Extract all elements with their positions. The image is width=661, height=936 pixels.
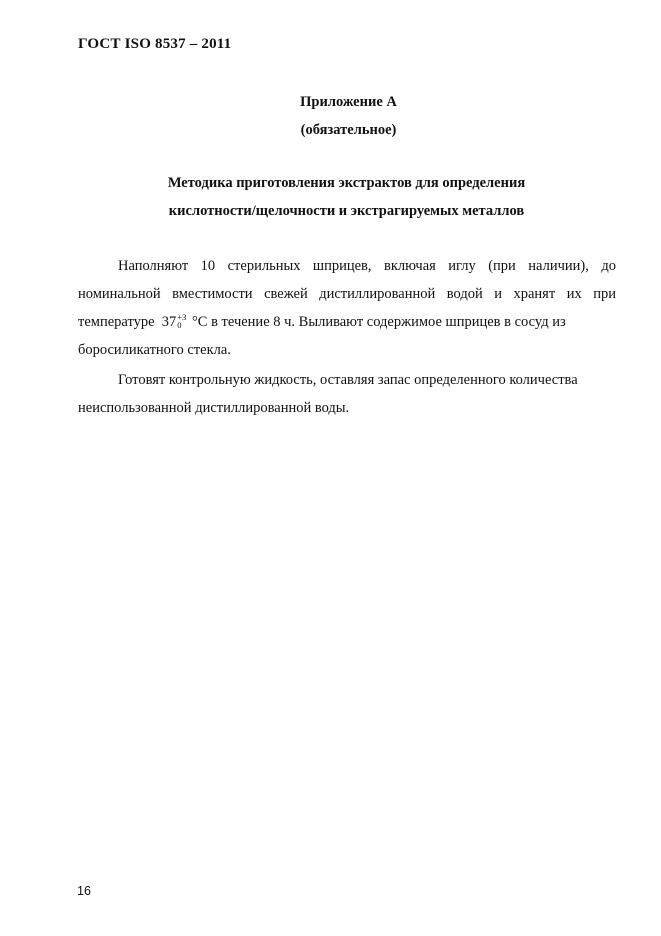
word: хранят (513, 286, 556, 302)
paragraph-1-line-3 (78, 308, 616, 336)
word: номинальной (78, 286, 161, 302)
appendix-title: Приложение А (300, 94, 397, 110)
word: Наполняют (118, 258, 189, 274)
word: их (566, 286, 582, 302)
paragraph-1-line-2 (78, 280, 616, 308)
paragraph-1-line-4: боросиликатного стекла. (78, 342, 231, 358)
method-title-line-2: кислотности/щелочности и экстрагируемых металлов (168, 203, 525, 219)
temperature-prefix: температуре (78, 314, 155, 330)
word: 10 (200, 258, 216, 274)
word: наличии), (528, 258, 589, 274)
word: водой (446, 286, 483, 302)
word: вместимости (172, 286, 253, 302)
word: стерильных (227, 258, 301, 274)
word: шприцев, (312, 258, 372, 274)
word: и (494, 286, 502, 302)
tolerance-lower: 0 (177, 319, 182, 330)
paragraph-1-line-2-words (78, 280, 616, 308)
paragraph-2-line-2: неиспользованной дистиллированной воды. (78, 400, 350, 416)
temperature-tolerance (177, 313, 186, 329)
word: свежей (264, 286, 308, 302)
word: (при (488, 258, 516, 274)
word: при (593, 286, 616, 302)
tolerance-upper: +3 (177, 311, 187, 322)
paragraph-2-line-1-text: Готовят контрольную жидкость, оставляя запас определенного количества (118, 372, 578, 388)
method-title-line-1: Методика приготовления экстрактов для определения (167, 175, 526, 191)
appendix-status: (обязательное) (300, 122, 397, 138)
temperature-value: 37 (161, 314, 177, 330)
page-number: 16 (77, 884, 91, 898)
paragraph-2-line-1 (78, 366, 616, 394)
word: включая (384, 258, 436, 274)
temperature-suffix: °C в течение 8 ч. Выливают содержимое шприцев в сосуд из (191, 314, 566, 330)
paragraph-1-line-1-words (78, 252, 616, 280)
word: иглу (448, 258, 476, 274)
paragraph-1-line-1 (78, 252, 616, 280)
document-header: ГОСТ ISO 8537 – 2011 (78, 36, 232, 52)
word: дистиллированной (319, 286, 436, 302)
word: до (601, 258, 616, 274)
